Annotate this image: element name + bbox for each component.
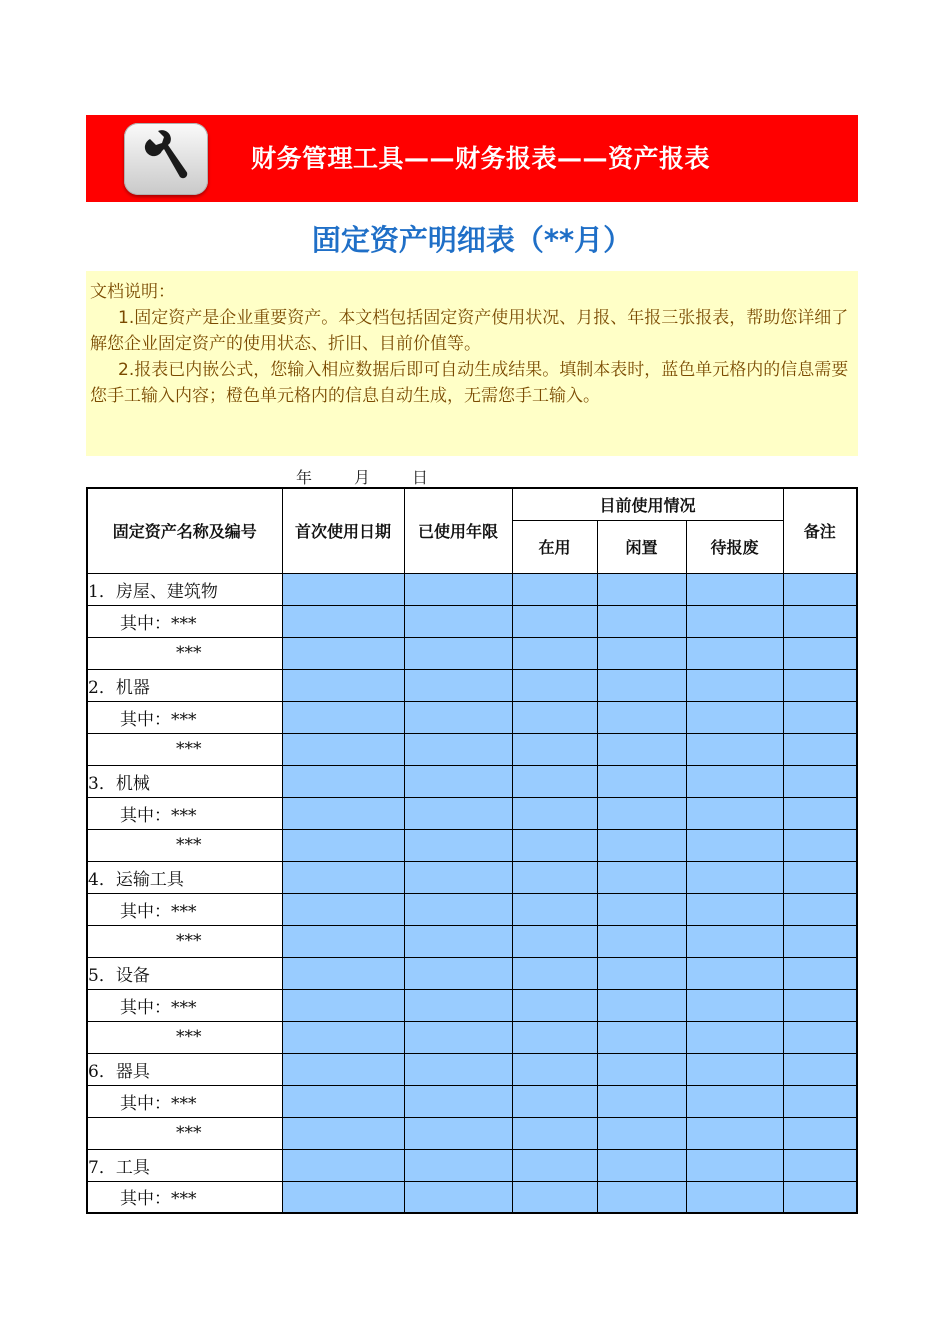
to-scrap-input[interactable]: [686, 1117, 783, 1149]
to-scrap-input[interactable]: [686, 669, 783, 701]
idle-input[interactable]: [597, 829, 686, 861]
in-use-input[interactable]: [512, 765, 597, 797]
asset-name-cell: 2．机器: [87, 669, 282, 701]
asset-name-cell: ***: [87, 1021, 282, 1053]
banner-title: 财务管理工具——财务报表——资产报表: [251, 144, 711, 173]
header-current-usage: 目前使用情况: [512, 488, 783, 520]
table-row: [87, 957, 857, 989]
remark-input[interactable]: [783, 829, 857, 861]
table-row: [87, 637, 857, 669]
header-first-use-date: 首次使用日期: [282, 488, 404, 573]
header-to-scrap: 待报废: [686, 520, 783, 573]
asset-name-cell: ***: [87, 637, 282, 669]
asset-name-cell: 其中：***: [87, 989, 282, 1021]
remark-input[interactable]: [783, 893, 857, 925]
idle-input[interactable]: [597, 669, 686, 701]
header-idle: 闲置: [597, 520, 686, 573]
table-row: [87, 701, 857, 733]
first-use-date-input[interactable]: [282, 1181, 404, 1213]
in-use-input[interactable]: [512, 1117, 597, 1149]
in-use-input[interactable]: [512, 829, 597, 861]
table-row: [87, 765, 857, 797]
first-use-date-input[interactable]: [282, 797, 404, 829]
idle-input[interactable]: [597, 765, 686, 797]
remark-input[interactable]: [783, 701, 857, 733]
asset-name-cell: 3．机械: [87, 765, 282, 797]
header-remark: 备注: [783, 488, 857, 573]
asset-name-cell: 4．运输工具: [87, 861, 282, 893]
to-scrap-input[interactable]: [686, 701, 783, 733]
first-use-date-input[interactable]: [282, 765, 404, 797]
idle-input[interactable]: [597, 1085, 686, 1117]
asset-name-cell: 其中：***: [87, 893, 282, 925]
idle-input[interactable]: [597, 1149, 686, 1181]
table-row: [87, 989, 857, 1021]
remark-input[interactable]: [783, 1085, 857, 1117]
asset-name-cell: 其中：***: [87, 797, 282, 829]
in-use-input[interactable]: [512, 797, 597, 829]
remark-input[interactable]: [783, 1021, 857, 1053]
in-use-input[interactable]: [512, 1085, 597, 1117]
years-used-input[interactable]: [404, 1181, 512, 1213]
asset-name-cell: 5．设备: [87, 957, 282, 989]
table-row: [87, 573, 857, 605]
idle-input[interactable]: [597, 861, 686, 893]
in-use-input[interactable]: [512, 669, 597, 701]
date-day-label: 日: [412, 468, 429, 487]
idle-input[interactable]: [597, 637, 686, 669]
to-scrap-input[interactable]: [686, 925, 783, 957]
in-use-input[interactable]: [512, 989, 597, 1021]
idle-input[interactable]: [597, 957, 686, 989]
idle-input[interactable]: [597, 797, 686, 829]
first-use-date-input[interactable]: [282, 637, 404, 669]
asset-name-cell: 其中：***: [87, 1181, 282, 1213]
to-scrap-input[interactable]: [686, 605, 783, 637]
date-month-label: 月: [354, 468, 371, 487]
table-row: [87, 733, 857, 765]
first-use-date-input[interactable]: [282, 1117, 404, 1149]
header-in-use: 在用: [512, 520, 597, 573]
first-use-date-input[interactable]: [282, 605, 404, 637]
to-scrap-input[interactable]: [686, 989, 783, 1021]
remark-input[interactable]: [783, 861, 857, 893]
asset-detail-table: [86, 487, 858, 1214]
first-use-date-input[interactable]: [282, 701, 404, 733]
header-asset-name: 固定资产名称及编号: [87, 488, 282, 573]
to-scrap-input[interactable]: [686, 637, 783, 669]
years-used-input[interactable]: [404, 605, 512, 637]
page-title: 固定资产明细表（**月）: [311, 223, 633, 257]
years-used-input[interactable]: [404, 573, 512, 605]
years-used-input[interactable]: [404, 797, 512, 829]
years-used-input[interactable]: [404, 1117, 512, 1149]
in-use-input[interactable]: [512, 957, 597, 989]
first-use-date-input[interactable]: [282, 893, 404, 925]
in-use-input[interactable]: [512, 605, 597, 637]
table-row: [87, 1053, 857, 1085]
idle-input[interactable]: [597, 1117, 686, 1149]
remark-input[interactable]: [783, 637, 857, 669]
table-row: [87, 1085, 857, 1117]
first-use-date-input[interactable]: [282, 1053, 404, 1085]
in-use-input[interactable]: [512, 861, 597, 893]
table-row: [87, 925, 857, 957]
asset-name-cell: 其中：***: [87, 605, 282, 637]
remark-input[interactable]: [783, 989, 857, 1021]
notes-paragraph: 2.报表已内嵌公式，您输入相应数据后即可自动生成结果。填制本表时，蓝色单元格内的信息需要您手工输入内容；橙色单元格内的信息自动生成，无需您手工输入。: [90, 360, 849, 406]
in-use-input[interactable]: [512, 1053, 597, 1085]
remark-input[interactable]: [783, 573, 857, 605]
years-used-input[interactable]: [404, 957, 512, 989]
in-use-input[interactable]: [512, 1181, 597, 1213]
idle-input[interactable]: [597, 1053, 686, 1085]
first-use-date-input[interactable]: [282, 925, 404, 957]
years-used-input[interactable]: [404, 1053, 512, 1085]
document-notes: [86, 271, 858, 456]
first-use-date-input[interactable]: [282, 573, 404, 605]
table-row: [87, 1021, 857, 1053]
idle-input[interactable]: [597, 989, 686, 1021]
first-use-date-input[interactable]: [282, 733, 404, 765]
idle-input[interactable]: [597, 733, 686, 765]
table-row: [87, 797, 857, 829]
to-scrap-input[interactable]: [686, 1181, 783, 1213]
remark-input[interactable]: [783, 925, 857, 957]
remark-input[interactable]: [783, 957, 857, 989]
in-use-input[interactable]: [512, 1149, 597, 1181]
remark-input[interactable]: [783, 733, 857, 765]
notes-heading: 文档说明：: [90, 282, 175, 302]
to-scrap-input[interactable]: [686, 765, 783, 797]
idle-input[interactable]: [597, 605, 686, 637]
years-used-input[interactable]: [404, 989, 512, 1021]
table-row: [87, 861, 857, 893]
years-used-input[interactable]: [404, 1085, 512, 1117]
first-use-date-input[interactable]: [282, 669, 404, 701]
to-scrap-input[interactable]: [686, 893, 783, 925]
first-use-date-input[interactable]: [282, 1021, 404, 1053]
years-used-input[interactable]: [404, 701, 512, 733]
first-use-date-input[interactable]: [282, 1149, 404, 1181]
years-used-input[interactable]: [404, 733, 512, 765]
to-scrap-input[interactable]: [686, 861, 783, 893]
table-row: [87, 893, 857, 925]
idle-input[interactable]: [597, 925, 686, 957]
in-use-input[interactable]: [512, 893, 597, 925]
table-row: [87, 829, 857, 861]
to-scrap-input[interactable]: [686, 733, 783, 765]
in-use-input[interactable]: [512, 637, 597, 669]
asset-name-cell: 7．工具: [87, 1149, 282, 1181]
asset-name-cell: ***: [87, 829, 282, 861]
table-row: [87, 1117, 857, 1149]
notes-paragraph: 1.固定资产是企业重要资产。本文档包括固定资产使用状况、月报、年报三张报表，帮助您详细了解您企业固定资产的使用状态、折旧、目前价值等。: [90, 308, 849, 354]
in-use-input[interactable]: [512, 733, 597, 765]
first-use-date-input[interactable]: [282, 957, 404, 989]
asset-name-cell: ***: [87, 925, 282, 957]
remark-input[interactable]: [783, 1181, 857, 1213]
wrench-icon: [124, 123, 208, 195]
to-scrap-input[interactable]: [686, 1053, 783, 1085]
first-use-date-input[interactable]: [282, 829, 404, 861]
years-used-input[interactable]: [404, 765, 512, 797]
idle-input[interactable]: [597, 701, 686, 733]
asset-name-cell: 1．房屋、建筑物: [87, 573, 282, 605]
table-body: [87, 573, 857, 1213]
years-used-input[interactable]: [404, 861, 512, 893]
in-use-input[interactable]: [512, 925, 597, 957]
years-used-input[interactable]: [404, 1021, 512, 1053]
remark-input[interactable]: [783, 669, 857, 701]
date-year-label: 年: [296, 468, 313, 487]
asset-name-cell: 其中：***: [87, 701, 282, 733]
table-row: [87, 669, 857, 701]
years-used-input[interactable]: [404, 829, 512, 861]
first-use-date-input[interactable]: [282, 1085, 404, 1117]
in-use-input[interactable]: [512, 1021, 597, 1053]
years-used-input[interactable]: [404, 893, 512, 925]
first-use-date-input[interactable]: [282, 861, 404, 893]
header-banner: [86, 115, 858, 202]
years-used-input[interactable]: [404, 669, 512, 701]
table-row: [87, 605, 857, 637]
to-scrap-input[interactable]: [686, 573, 783, 605]
remark-input[interactable]: [783, 765, 857, 797]
asset-name-cell: ***: [87, 733, 282, 765]
remark-input[interactable]: [783, 605, 857, 637]
idle-input[interactable]: [597, 1181, 686, 1213]
remark-input[interactable]: [783, 797, 857, 829]
to-scrap-input[interactable]: [686, 797, 783, 829]
to-scrap-input[interactable]: [686, 829, 783, 861]
idle-input[interactable]: [597, 1021, 686, 1053]
remark-input[interactable]: [783, 1117, 857, 1149]
first-use-date-input[interactable]: [282, 989, 404, 1021]
asset-name-cell: 6．器具: [87, 1053, 282, 1085]
years-used-input[interactable]: [404, 637, 512, 669]
header-years-used: 已使用年限: [404, 488, 512, 573]
in-use-input[interactable]: [512, 701, 597, 733]
remark-input[interactable]: [783, 1149, 857, 1181]
date-line: [296, 465, 470, 488]
years-used-input[interactable]: [404, 1149, 512, 1181]
in-use-input[interactable]: [512, 573, 597, 605]
to-scrap-input[interactable]: [686, 957, 783, 989]
to-scrap-input[interactable]: [686, 1085, 783, 1117]
to-scrap-input[interactable]: [686, 1021, 783, 1053]
idle-input[interactable]: [597, 893, 686, 925]
remark-input[interactable]: [783, 1053, 857, 1085]
years-used-input[interactable]: [404, 925, 512, 957]
to-scrap-input[interactable]: [686, 1149, 783, 1181]
table-row: [87, 1181, 857, 1213]
asset-name-cell: ***: [87, 1117, 282, 1149]
asset-name-cell: 其中：***: [87, 1085, 282, 1117]
table-row: [87, 1149, 857, 1181]
idle-input[interactable]: [597, 573, 686, 605]
